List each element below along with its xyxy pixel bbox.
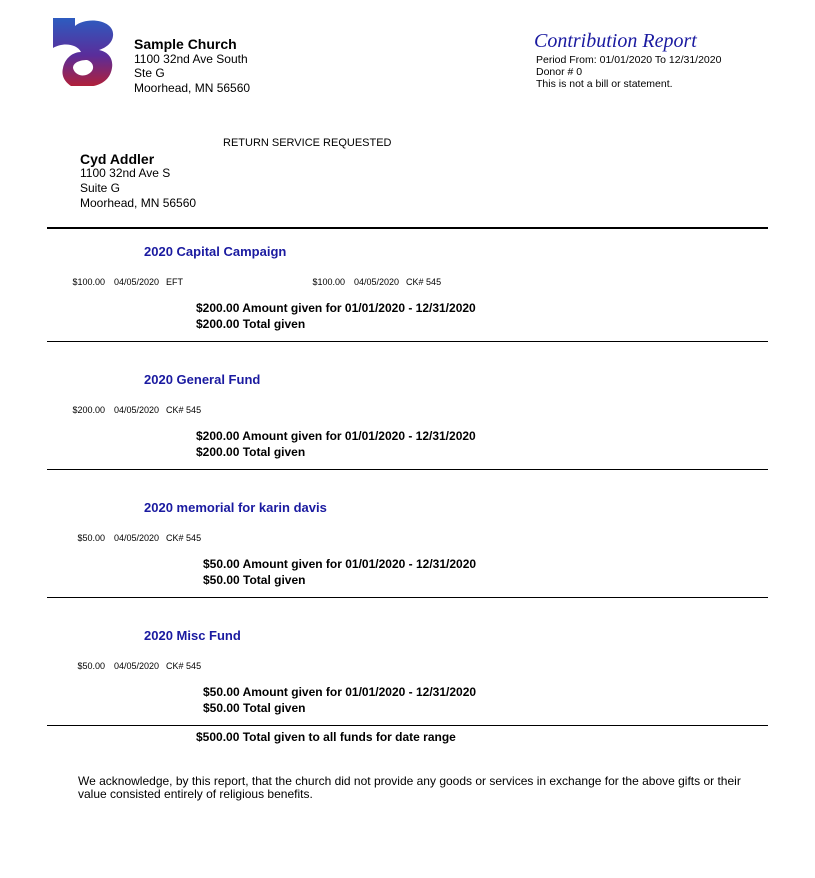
fund-total-given: $50.00 Total given [203, 701, 306, 715]
fund-total-given: $200.00 Total given [196, 445, 306, 459]
section-divider [47, 725, 768, 726]
fund-title: 2020 Misc Fund [144, 628, 241, 643]
gift-date: 04/05/2020 [114, 405, 160, 415]
church-address-line2: Ste G [134, 66, 165, 80]
gift-date: 04/05/2020 [114, 661, 160, 671]
fund-amount-given: $200.00 Amount given for 01/01/2020 - 12/31/2020 [196, 429, 476, 443]
church-city-state-zip: Moorhead, MN 56560 [134, 81, 251, 95]
grand-total: $500.00 Total given to all funds for date range [196, 730, 456, 744]
gift-date: 04/05/2020 [354, 277, 400, 287]
fund-title: 2020 Capital Campaign [144, 244, 287, 259]
donor-address-line2: Suite G [80, 181, 121, 195]
gift-entry [47, 533, 201, 543]
gift-reference: CK# 545 [166, 661, 202, 671]
gift-amount: $200.00 [72, 405, 105, 415]
report-period: Period From: 01/01/2020 To 12/31/2020 [536, 54, 722, 66]
gift-entry [287, 277, 441, 287]
gift-date: 04/05/2020 [114, 533, 160, 543]
gift-amount: $100.00 [312, 277, 345, 287]
gift-reference: CK# 545 [166, 533, 202, 543]
donor-name: Cyd Addler [80, 151, 155, 167]
fund-total-given: $50.00 Total given [203, 573, 306, 587]
donor-city-state-zip: Moorhead, MN 56560 [80, 196, 197, 210]
gift-date: 04/05/2020 [114, 277, 160, 287]
report-title: Contribution Report [534, 30, 697, 52]
gift-reference: CK# 545 [406, 277, 442, 287]
gift-entry [47, 661, 201, 671]
gift-reference: CK# 545 [166, 405, 202, 415]
acknowledgement-text: We acknowledge, by this report, that the church did not provide any goods or services in exchange for the above gifts or their value consisted entirely of religious benefits. [78, 774, 741, 801]
church-address-line1: 1100 32nd Ave South [134, 52, 248, 66]
section-divider [47, 341, 768, 342]
fund-amount-given: $50.00 Amount given for 01/01/2020 - 12/31/2020 [203, 685, 477, 699]
church-name: Sample Church [134, 36, 237, 52]
donor-number: Donor # 0 [536, 66, 583, 78]
section-divider [47, 227, 768, 229]
church-logo [53, 18, 121, 86]
gift-amount: $100.00 [72, 277, 105, 287]
fund-total-given: $200.00 Total given [196, 317, 306, 331]
fund-title: 2020 General Fund [144, 372, 261, 387]
gift-entry [47, 277, 183, 287]
gift-amount: $50.00 [77, 533, 105, 543]
fund-title: 2020 memorial for karin davis [144, 500, 327, 515]
fund-amount-given: $200.00 Amount given for 01/01/2020 - 12/31/2020 [196, 301, 476, 315]
fund-amount-given: $50.00 Amount given for 01/01/2020 - 12/31/2020 [203, 557, 477, 571]
not-a-bill-notice: This is not a bill or statement. [536, 78, 673, 90]
section-divider [47, 597, 768, 598]
gift-reference: EFT [166, 277, 184, 287]
return-service-requested: RETURN SERVICE REQUESTED [223, 137, 392, 149]
section-divider [47, 469, 768, 470]
gift-amount: $50.00 [77, 661, 105, 671]
gift-entry [47, 405, 201, 415]
donor-address-line1: 1100 32nd Ave S [80, 166, 171, 180]
